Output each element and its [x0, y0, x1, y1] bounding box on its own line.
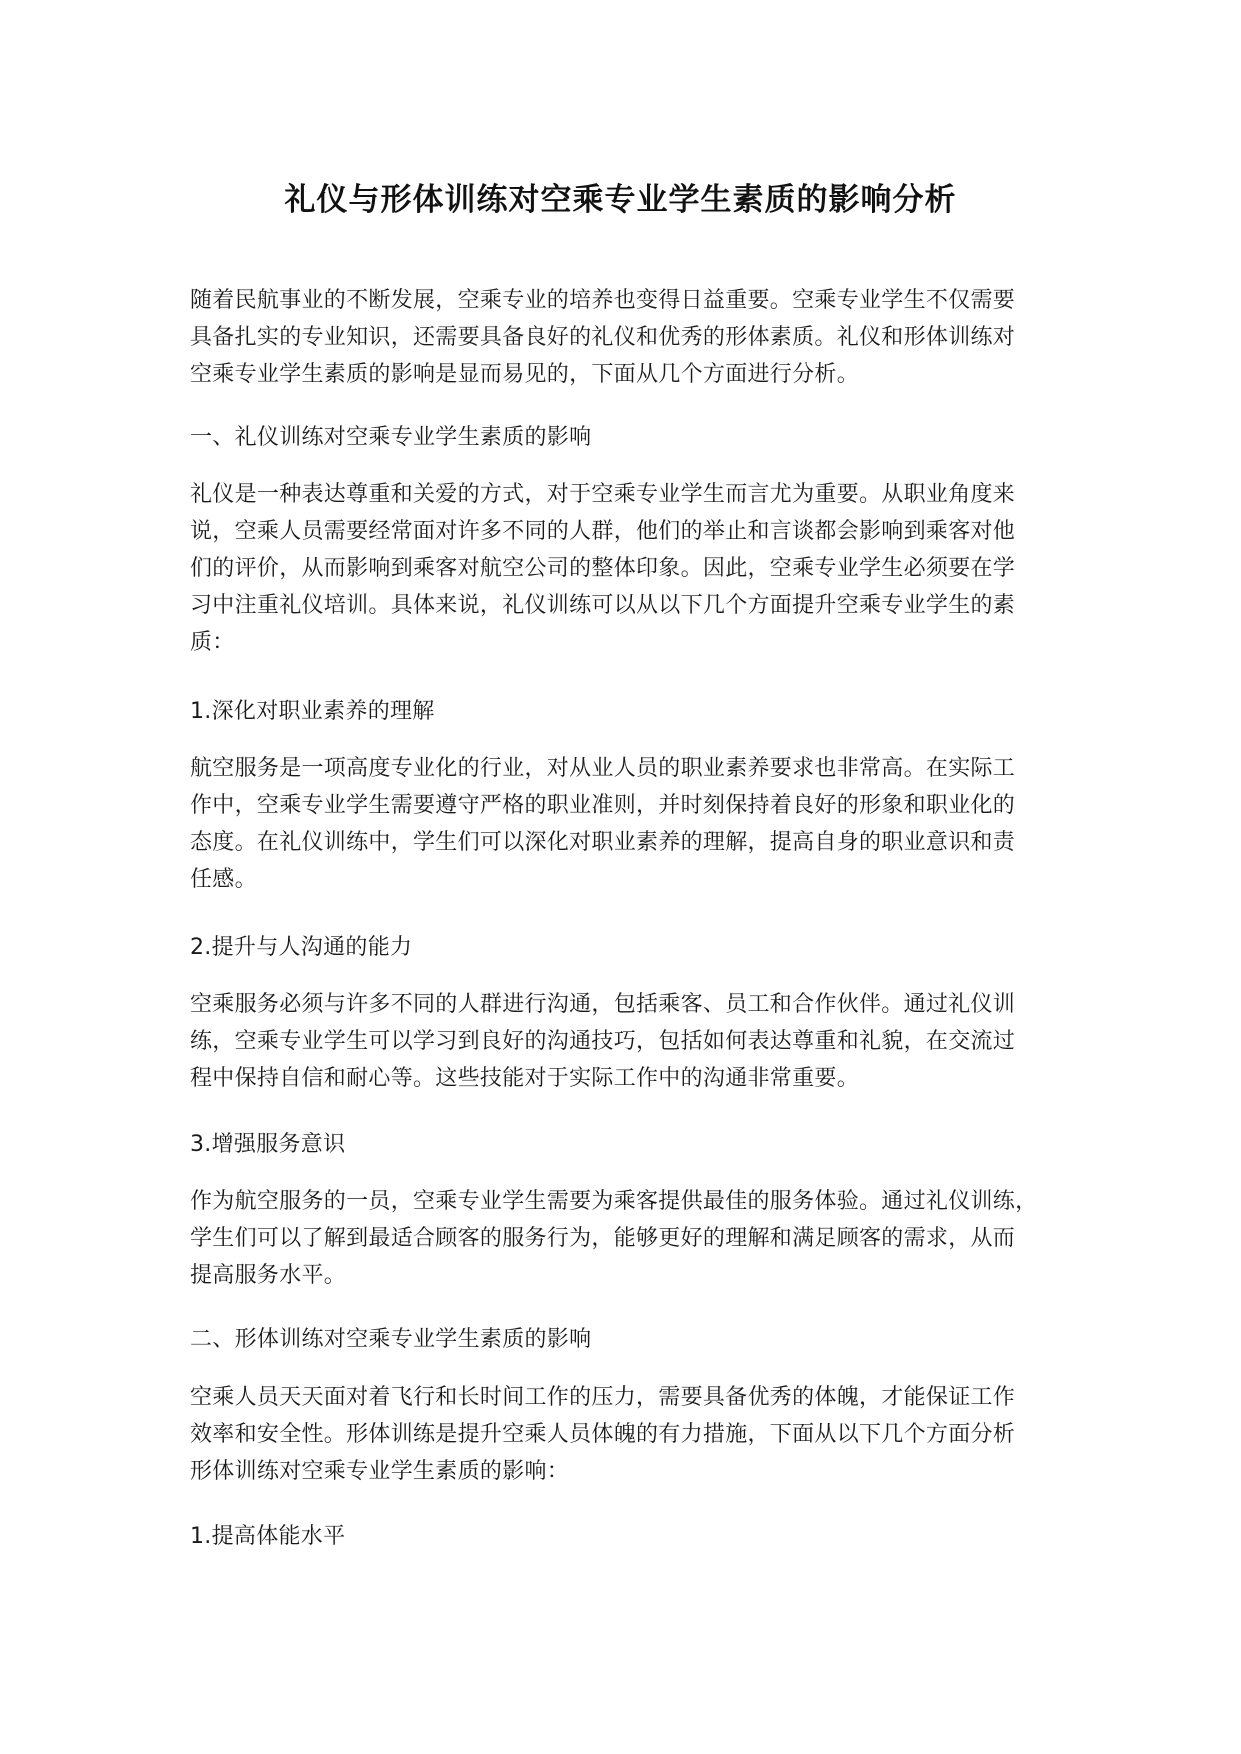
subsection-3-paragraph [190, 1183, 1070, 1294]
paragraph-line: 空乘专业学生素质的影响是显而易见的，下面从几个方面进行分析。 [190, 362, 860, 387]
paragraph-line: 学生们可以了解到最适合顾客的服务行为，能够更好的理解和满足顾客的需求，从而 [190, 1226, 1016, 1251]
paragraph-line: 作为航空服务的一员，空乘专业学生需要为乘客提供最佳的服务体验。通过礼仪训练， [190, 1189, 1038, 1214]
paragraph-line: 航空服务是一项高度专业化的行业，对从业人员的职业素养要求也非常高。在实际工 [190, 756, 1016, 781]
section-1-paragraph [190, 476, 1070, 661]
intro-paragraph [190, 282, 1070, 393]
paragraph-line: 礼仪是一种表达尊重和关爱的方式，对于空乘专业学生而言尤为重要。从职业角度来 [190, 482, 1016, 507]
paragraph-line: 提高服务水平。 [190, 1263, 347, 1288]
paragraph-line: 练，空乘专业学生可以学习到良好的沟通技巧，包括如何表达尊重和礼貌，在交流过 [190, 1029, 1016, 1054]
paragraph-line: 具备扎实的专业知识，还需要具备良好的礼仪和优秀的形体素质。礼仪和形体训练对 [190, 325, 1016, 350]
paragraph-line: 随着民航事业的不断发展，空乘专业的培养也变得日益重要。空乘专业学生不仅需要 [190, 288, 1016, 313]
subsection-2-paragraph [190, 986, 1070, 1097]
section-2-paragraph [190, 1379, 1070, 1490]
paragraph-line: 空乘服务必须与许多不同的人群进行沟通，包括乘客、员工和合作伙伴。通过礼仪训 [190, 992, 1016, 1017]
paragraph-line: 质： [190, 630, 235, 655]
subsection-3-heading: 3.增强服务意识 [190, 1132, 346, 1157]
section-2-subsection-1-heading: 1.提高体能水平 [190, 1524, 346, 1549]
section-1-heading: 一、礼仪训练对空乘专业学生素质的影响 [190, 425, 592, 450]
paragraph-line: 程中保持自信和耐心等。这些技能对于实际工作中的沟通非常重要。 [190, 1066, 860, 1091]
subsection-1-paragraph [190, 750, 1070, 898]
paragraph-line: 任感。 [190, 867, 257, 892]
paragraph-line: 作中，空乘专业学生需要遵守严格的职业准则，并时刻保持着良好的形象和职业化的 [190, 793, 1016, 818]
paragraph-line: 形体训练对空乘专业学生素质的影响： [190, 1459, 570, 1484]
paragraph-line: 态度。在礼仪训练中，学生们可以深化对职业素养的理解，提高自身的职业意识和责 [190, 830, 1016, 855]
paragraph-line: 习中注重礼仪培训。具体来说，礼仪训练可以从以下几个方面提升空乘专业学生的素 [190, 593, 1016, 618]
paragraph-line: 空乘人员天天面对着飞行和长时间工作的压力，需要具备优秀的体魄，才能保证工作 [190, 1385, 1016, 1410]
section-2-heading: 二、形体训练对空乘专业学生素质的影响 [190, 1327, 592, 1352]
paragraph-line: 们的评价，从而影响到乘客对航空公司的整体印象。因此，空乘专业学生必须要在学 [190, 556, 1016, 581]
subsection-1-heading: 1.深化对职业素养的理解 [190, 699, 435, 724]
paragraph-line: 说，空乘人员需要经常面对许多不同的人群，他们的举止和言谈都会影响到乘客对他 [190, 519, 1016, 544]
subsection-2-heading: 2.提升与人沟通的能力 [190, 935, 413, 960]
paragraph-line: 效率和安全性。形体训练是提升空乘人员体魄的有力措施，下面从以下几个方面分析 [190, 1422, 1016, 1447]
document-title: 礼仪与形体训练对空乘专业学生素质的影响分析 [284, 182, 957, 218]
